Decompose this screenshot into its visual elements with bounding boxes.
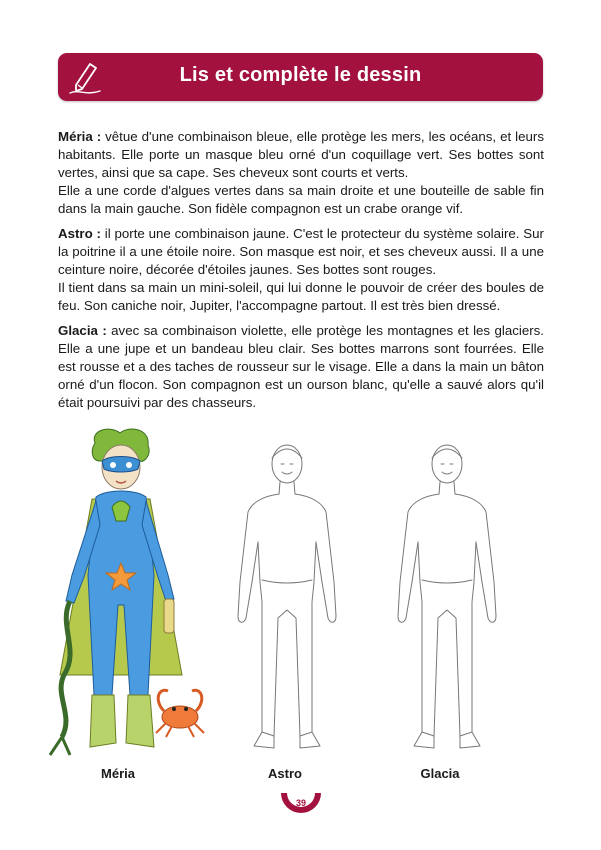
caption-meria: Méria — [101, 766, 135, 781]
glacia-outline-drawing — [382, 432, 512, 752]
hero-name: Astro : — [58, 226, 101, 241]
meria-colored-drawing — [40, 425, 215, 760]
page-title: Lis et complète le dessin — [179, 64, 422, 86]
paragraph-line: Elle a une corde d'algues vertes dans sa main droite et une bouteille de sable fin dans la main gauche. Son fidèle compagnon est un crabe orange vif. — [58, 183, 544, 216]
paragraph-meria — [58, 128, 544, 218]
hero-name: Glacia : — [58, 323, 107, 338]
hero-name: Méria : — [58, 129, 102, 144]
paragraph-line: Il tient dans sa main un mini-soleil, qui lui donne le pouvoir de créer des boules de feu. Son caniche noir, Jupiter, l'accompagne partout. Il est très bien dressé. — [58, 280, 544, 313]
description-text — [58, 128, 544, 419]
paragraph-glacia — [58, 322, 544, 412]
paragraph-line: il porte une combinaison jaune. C'est le protecteur du système solaire. Sur la poitrine il a une étoile noire. Son masque est noir, et ses cheveux aussi. Il a une ceinture noire, décorée d'étoiles jaunes. Ses bottes sont rouges. — [58, 226, 544, 277]
paragraph-line: avec sa combinaison violette, elle protège les montagnes et les glaciers. Elle a une jupe et un bandeau bleu clair. Ses bottes marrons sont fourrées. Elle est rousse et a des taches de rousseur sur le visage. Elle a dans la main un bâton orné d'un flocon. Son compagnon est un ourson blanc, qu'elle a sauvé alors qu'il était poursuivi par des chasseurs. — [58, 323, 544, 410]
astro-outline-drawing — [222, 432, 352, 752]
paragraph-line: vêtue d'une combinaison bleue, elle protège les mers, les océans, et leurs habitants. Elle porte un masque bleu orné d'un coquillage vert. Ses bottes sont vertes, ainsi que sa cape. Ses cheveux sont courts et verts. — [58, 129, 544, 180]
caption-glacia: Glacia — [420, 766, 460, 781]
page-header-banner — [58, 53, 543, 101]
page-number: 39 — [295, 798, 306, 808]
caption-astro: Astro — [268, 766, 302, 781]
paragraph-astro — [58, 225, 544, 315]
